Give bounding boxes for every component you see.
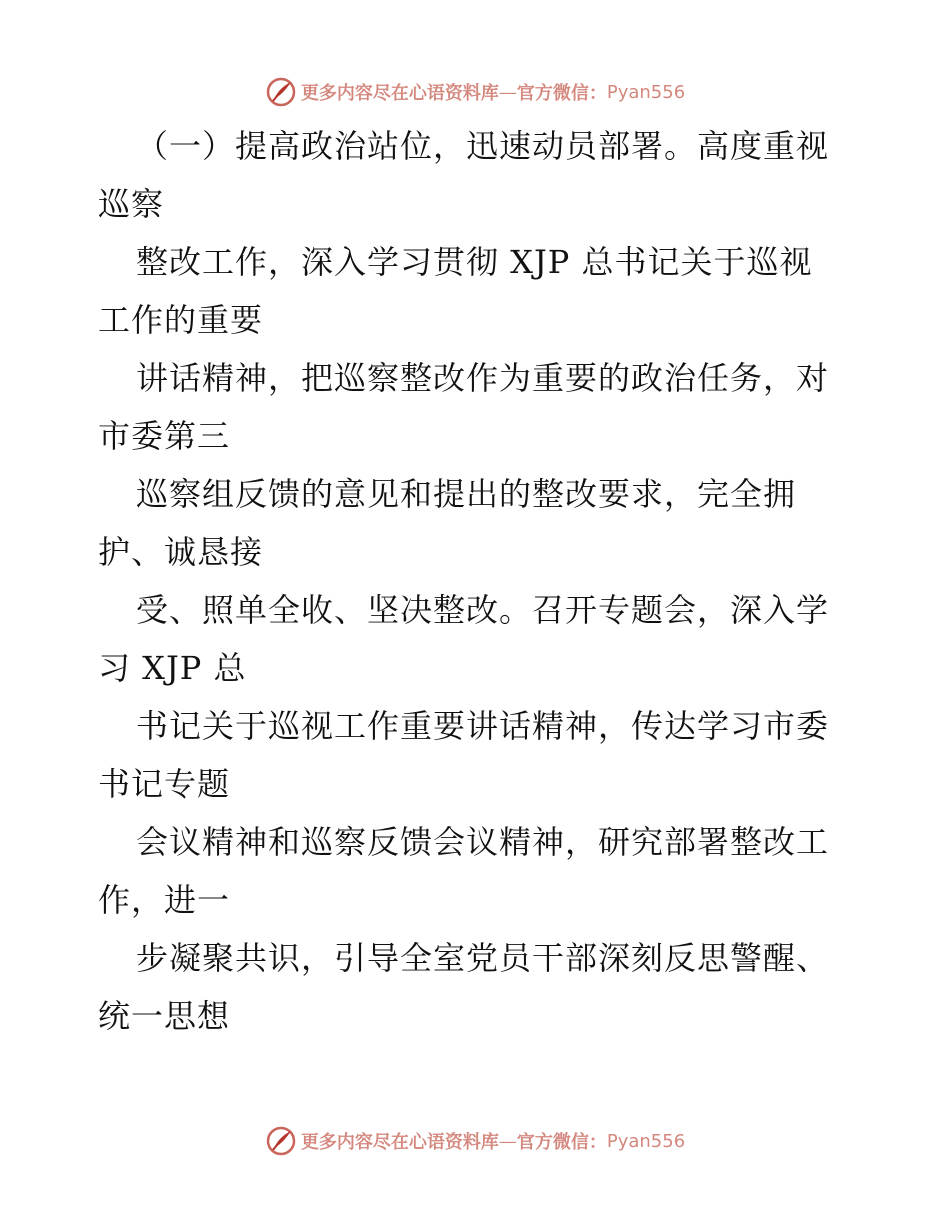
body-line: 巡察组反馈的意见和提出的整改要求，完全拥 xyxy=(136,475,797,513)
body-line: 书记专题 xyxy=(98,765,231,803)
body-line: （一）提高政治站位，迅速动员部署。高度重视 xyxy=(136,127,830,165)
body-line: 统一思想 xyxy=(98,997,231,1035)
header-banner xyxy=(0,72,950,112)
banner-wechat-label: 官方微信： xyxy=(516,83,607,104)
body-line: 市委第三 xyxy=(98,417,231,455)
body-line: 作，进一 xyxy=(98,881,231,919)
body-line: 工作的重要 xyxy=(98,301,264,339)
banner-account: Pyan556 xyxy=(606,81,686,103)
body-line: 整改工作，深入学习贯彻 XJP 总书记关于巡视 xyxy=(136,243,813,281)
body-line: 受、照单全收、坚决整改。召开专题会，深入学 xyxy=(136,591,830,629)
document-body xyxy=(98,117,858,1045)
banner-dash: — xyxy=(498,1130,517,1152)
banner-dash: — xyxy=(498,81,517,103)
quill-logo-icon xyxy=(265,76,297,108)
footer-banner xyxy=(0,1121,950,1161)
quill-logo-icon xyxy=(265,1125,297,1157)
banner-title: 更多内容尽在心语资料库 xyxy=(300,1132,499,1153)
body-line: 习 XJP 总 xyxy=(98,649,247,687)
banner-title: 更多内容尽在心语资料库 xyxy=(300,83,499,104)
body-line: 护、诚恳接 xyxy=(98,533,264,571)
banner-wechat-label: 官方微信： xyxy=(516,1132,607,1153)
body-line: 巡察 xyxy=(98,185,165,223)
body-line: 步凝聚共识，引导全室党员干部深刻反思警醒、 xyxy=(136,939,830,977)
banner-account: Pyan556 xyxy=(606,1130,686,1152)
body-line: 讲话精神，把巡察整改作为重要的政治任务，对 xyxy=(136,359,830,397)
body-line: 书记关于巡视工作重要讲话精神，传达学习市委 xyxy=(136,707,830,745)
body-line: 会议精神和巡察反馈会议精神，研究部署整改工 xyxy=(136,823,830,861)
